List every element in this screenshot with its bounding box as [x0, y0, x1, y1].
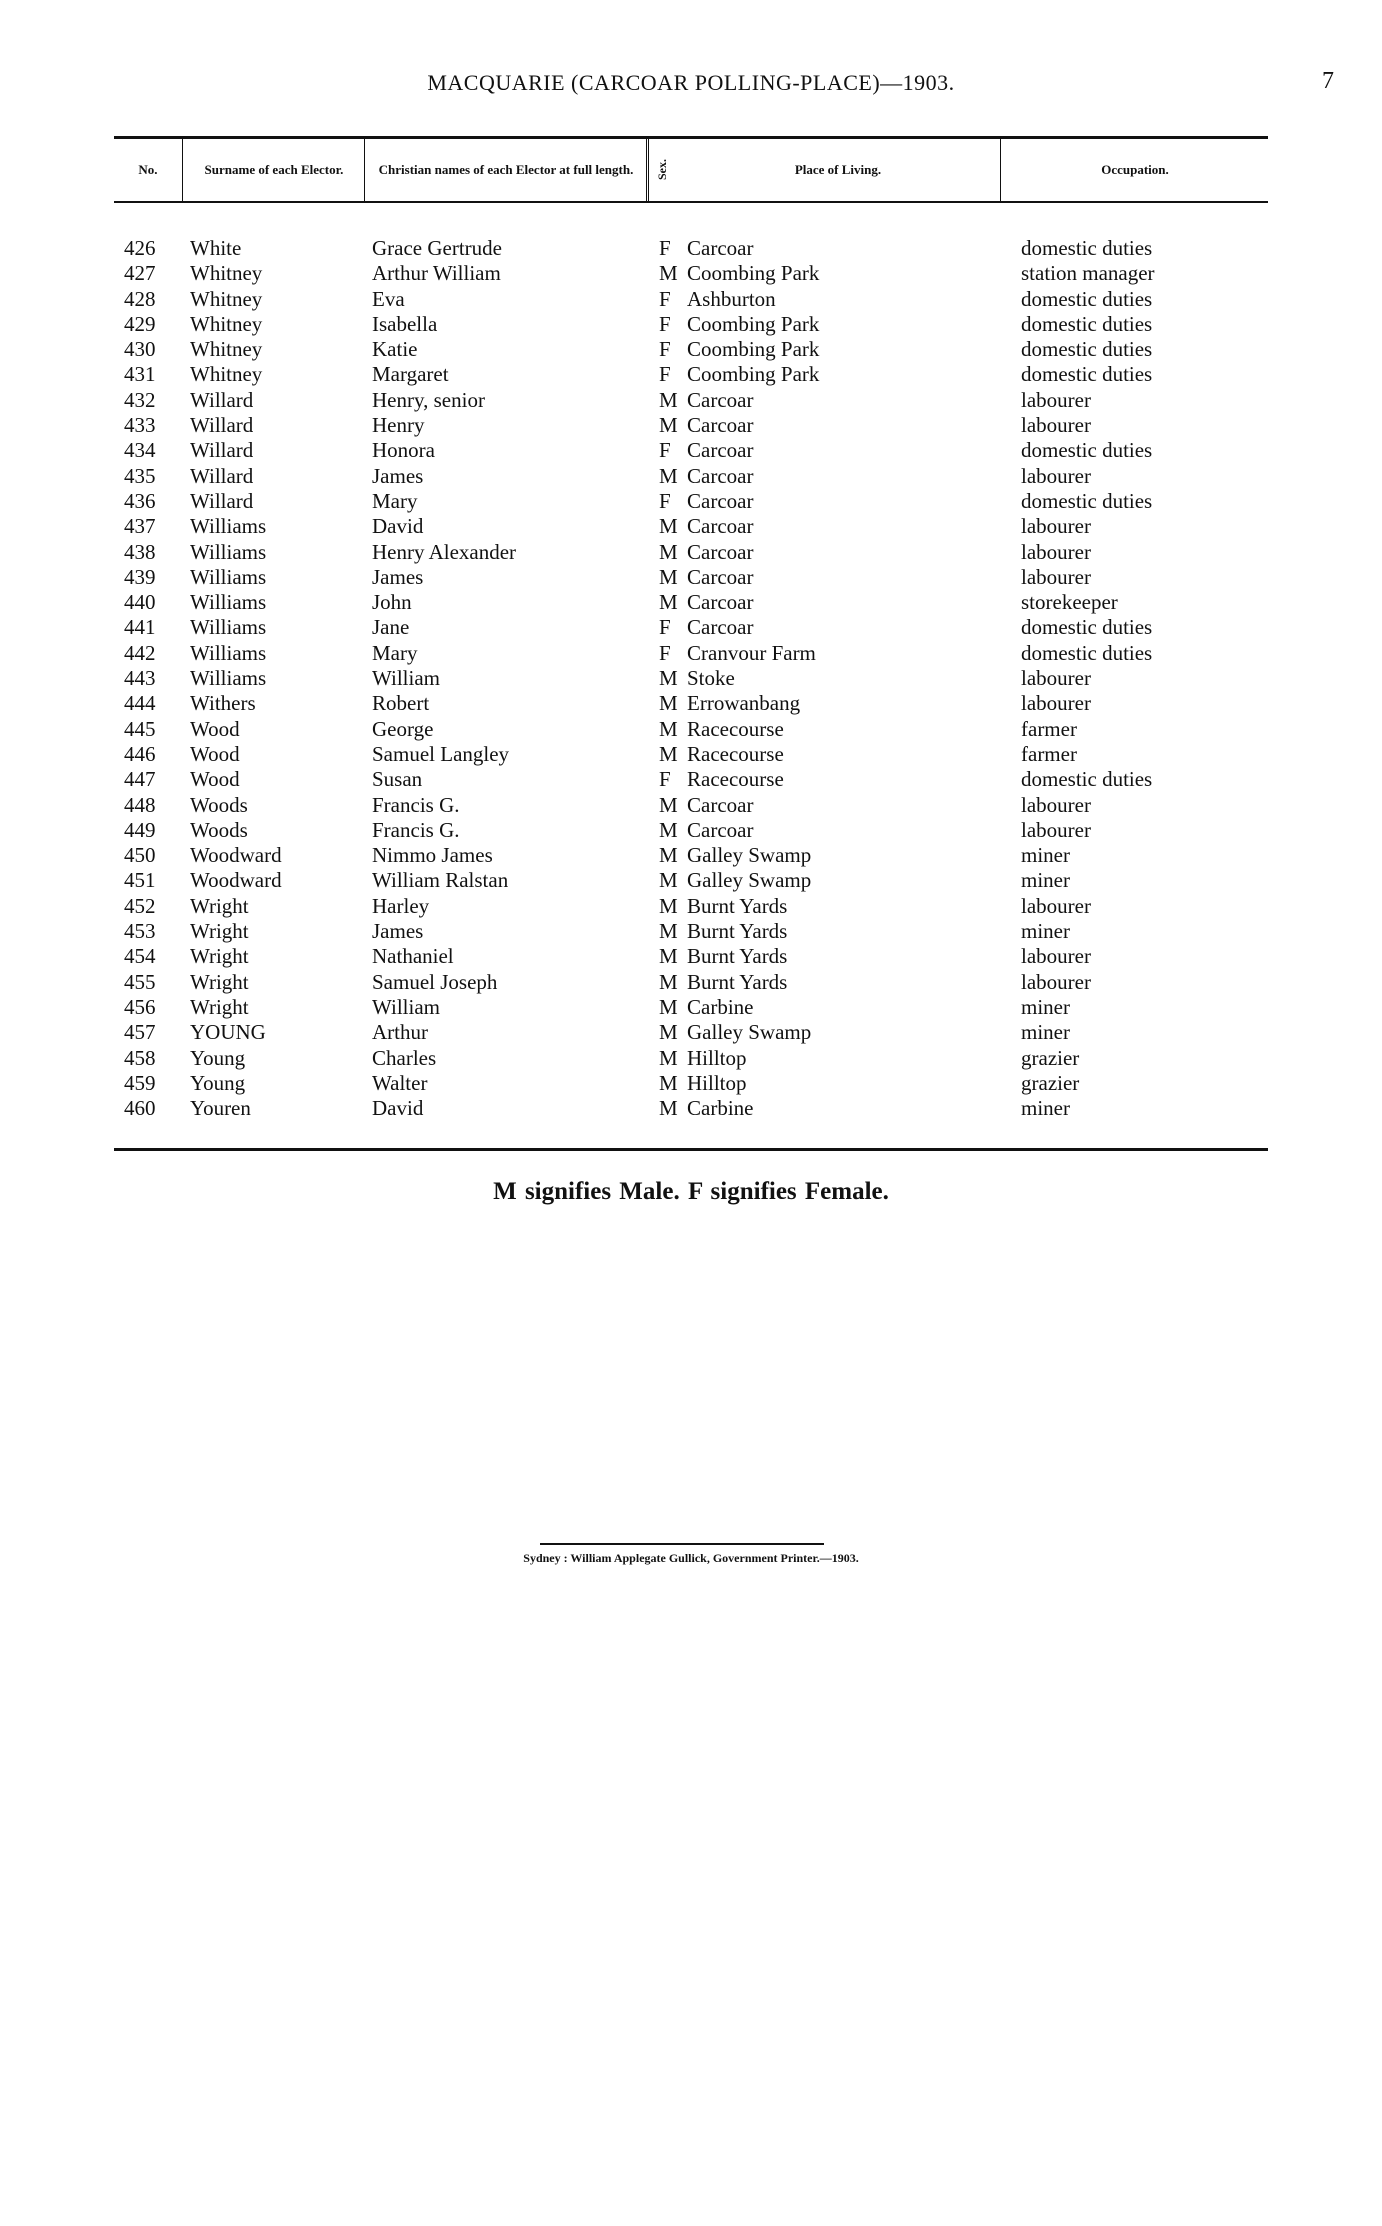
column-header-place: Place of Living.: [676, 139, 1001, 201]
elector-surname: Williams: [190, 590, 267, 615]
table-row: [0, 464, 1382, 489]
elector-occupation: miner: [1021, 868, 1070, 893]
elector-place: Carcoar: [687, 413, 754, 438]
table-header: [114, 136, 1268, 203]
table-row: [0, 565, 1382, 590]
column-header-occupation: Occupation.: [1101, 162, 1169, 177]
elector-christian-names: Robert: [372, 691, 430, 716]
elector-occupation: labourer: [1021, 413, 1091, 438]
elector-surname: Whitney: [190, 311, 263, 336]
elector-occupation: labourer: [1021, 387, 1091, 412]
elector-number: 459: [124, 1070, 156, 1095]
elector-place: Coombing Park: [687, 261, 820, 286]
elector-number: 451: [124, 868, 156, 893]
elector-christian-names: James: [372, 564, 424, 589]
elector-sex: F: [659, 488, 671, 513]
elector-occupation: labourer: [1021, 539, 1091, 564]
elector-number: 442: [124, 640, 156, 665]
table-row: [0, 691, 1382, 716]
elector-surname: White: [190, 236, 242, 260]
elector-number: 445: [124, 716, 156, 741]
elector-place: Carcoar: [687, 539, 754, 564]
elector-sex: M: [659, 817, 678, 842]
elector-occupation: station manager: [1021, 261, 1155, 286]
elector-surname: Wright: [190, 919, 249, 944]
elector-sex: M: [659, 413, 678, 438]
table-row: [0, 438, 1382, 463]
elector-number: 458: [124, 1045, 156, 1070]
elector-number: 443: [124, 666, 156, 691]
elector-number: 439: [124, 564, 156, 589]
elector-surname: Williams: [190, 539, 267, 564]
elector-number: 429: [124, 311, 156, 336]
elector-occupation: grazier: [1021, 1070, 1080, 1095]
elector-occupation: farmer: [1021, 741, 1077, 766]
elector-place: Coombing Park: [687, 362, 820, 387]
elector-occupation: labourer: [1021, 564, 1091, 589]
elector-surname: Willard: [190, 413, 254, 438]
table-row: [0, 590, 1382, 615]
elector-surname: Willard: [190, 463, 254, 488]
elector-number: 438: [124, 539, 156, 564]
elector-occupation: labourer: [1021, 691, 1091, 716]
elector-sex: F: [659, 615, 671, 640]
table-row: [0, 919, 1382, 944]
elector-surname: Wright: [190, 969, 249, 994]
elector-christian-names: Henry: [372, 413, 425, 438]
table-row: [0, 312, 1382, 337]
elector-occupation: labourer: [1021, 463, 1091, 488]
elector-sex: M: [659, 387, 678, 412]
elector-place: Racecourse: [687, 716, 784, 741]
table-row: [0, 970, 1382, 995]
elector-occupation: labourer: [1021, 944, 1091, 969]
table-row: [0, 261, 1382, 286]
table-row: [0, 1071, 1382, 1096]
elector-christian-names: Jane: [372, 615, 410, 640]
table-row: [0, 868, 1382, 893]
table-row: [0, 666, 1382, 691]
elector-place: Hilltop: [687, 1070, 747, 1095]
table-row: [0, 944, 1382, 969]
elector-occupation: domestic duties: [1021, 640, 1153, 665]
elector-christian-names: Nimmo James: [372, 843, 493, 868]
page-number: 7: [1322, 68, 1334, 94]
table-row: [0, 236, 1382, 261]
elector-place: Burnt Yards: [687, 969, 788, 994]
elector-place: Galley Swamp: [687, 843, 812, 868]
elector-christian-names: Grace Gertrude: [372, 236, 502, 260]
elector-number: 428: [124, 286, 156, 311]
elector-table-body: [0, 236, 1382, 1121]
elector-sex: F: [659, 640, 671, 665]
elector-sex: M: [659, 1070, 678, 1095]
table-row: [0, 894, 1382, 919]
elector-christian-names: Charles: [372, 1045, 437, 1070]
elector-place: Carbine: [687, 1096, 754, 1121]
elector-occupation: storekeeper: [1021, 590, 1118, 615]
elector-number: 434: [124, 438, 156, 463]
elector-surname: Wood: [190, 716, 240, 741]
sex-legend: M signifies Male. F signifies Female.: [493, 1178, 889, 1205]
elector-number: 440: [124, 590, 156, 615]
elector-christian-names: Isabella: [372, 311, 438, 336]
table-row: [0, 413, 1382, 438]
elector-christian-names: Harley: [372, 893, 430, 918]
elector-christian-names: Mary: [372, 640, 418, 665]
elector-sex: M: [659, 994, 678, 1019]
elector-sex: M: [659, 261, 678, 286]
printer-rule: [540, 1543, 824, 1545]
elector-number: 444: [124, 691, 156, 716]
elector-surname: Youren: [190, 1096, 251, 1121]
table-row: [0, 615, 1382, 640]
elector-christian-names: Francis G.: [372, 792, 460, 817]
elector-number: 456: [124, 994, 156, 1019]
elector-surname: Wright: [190, 994, 249, 1019]
elector-sex: M: [659, 893, 678, 918]
elector-christian-names: William: [372, 994, 440, 1019]
elector-place: Burnt Yards: [687, 893, 788, 918]
table-row: [0, 489, 1382, 514]
elector-surname: Woodward: [190, 868, 282, 893]
elector-surname: Woods: [190, 817, 248, 842]
table-row: [0, 793, 1382, 818]
elector-number: 431: [124, 362, 156, 387]
elector-place: Ashburton: [687, 286, 776, 311]
elector-christian-names: Susan: [372, 767, 423, 792]
elector-sex: F: [659, 337, 671, 362]
elector-christian-names: Mary: [372, 488, 418, 513]
elector-occupation: domestic duties: [1021, 311, 1153, 336]
elector-christian-names: Honora: [372, 438, 435, 463]
elector-surname: Williams: [190, 564, 267, 589]
elector-number: 449: [124, 817, 156, 842]
elector-sex: M: [659, 919, 678, 944]
elector-number: 426: [124, 236, 156, 260]
elector-place: Carcoar: [687, 438, 754, 463]
elector-christian-names: William: [372, 666, 440, 691]
elector-number: 441: [124, 615, 156, 640]
elector-place: Racecourse: [687, 741, 784, 766]
elector-place: Carcoar: [687, 590, 754, 615]
elector-christian-names: Eva: [372, 286, 405, 311]
elector-surname: Wright: [190, 893, 249, 918]
table-row: [0, 337, 1382, 362]
elector-christian-names: John: [372, 590, 412, 615]
elector-place: Burnt Yards: [687, 919, 788, 944]
table-row: [0, 995, 1382, 1020]
elector-surname: Willard: [190, 488, 254, 513]
printer-imprint: Sydney : William Applegate Gullick, Government Printer.—1903.: [523, 1551, 859, 1565]
page-title: MACQUARIE (CARCOAR POLLING-PLACE)—1903.: [427, 70, 955, 95]
elector-place: Coombing Park: [687, 337, 820, 362]
elector-surname: Wright: [190, 944, 249, 969]
elector-number: 454: [124, 944, 156, 969]
elector-christian-names: Henry Alexander: [372, 539, 517, 564]
elector-occupation: miner: [1021, 1096, 1070, 1121]
elector-occupation: domestic duties: [1021, 362, 1153, 387]
elector-sex: M: [659, 691, 678, 716]
elector-christian-names: Henry, senior: [372, 387, 485, 412]
elector-surname: Withers: [190, 691, 256, 716]
elector-christian-names: Katie: [372, 337, 418, 362]
elector-christian-names: James: [372, 919, 424, 944]
elector-occupation: domestic duties: [1021, 236, 1153, 260]
table-row: [0, 767, 1382, 792]
elector-place: Carcoar: [687, 792, 754, 817]
elector-occupation: farmer: [1021, 716, 1077, 741]
elector-place: Errowanbang: [687, 691, 801, 716]
elector-number: 436: [124, 488, 156, 513]
elector-number: 453: [124, 919, 156, 944]
table-row: [0, 717, 1382, 742]
elector-christian-names: Walter: [372, 1070, 428, 1095]
elector-place: Galley Swamp: [687, 868, 812, 893]
elector-occupation: labourer: [1021, 893, 1091, 918]
elector-christian-names: Francis G.: [372, 817, 460, 842]
table-row: [0, 818, 1382, 843]
elector-christian-names: Margaret: [372, 362, 449, 387]
elector-sex: M: [659, 1020, 678, 1045]
elector-sex: M: [659, 1045, 678, 1070]
elector-surname: Young: [190, 1045, 246, 1070]
elector-surname: Wood: [190, 767, 240, 792]
elector-place: Carcoar: [687, 387, 754, 412]
elector-occupation: domestic duties: [1021, 286, 1153, 311]
elector-surname: Wood: [190, 741, 240, 766]
elector-sex: M: [659, 792, 678, 817]
elector-number: 450: [124, 843, 156, 868]
elector-occupation: domestic duties: [1021, 488, 1153, 513]
elector-occupation: domestic duties: [1021, 767, 1153, 792]
elector-number: 448: [124, 792, 156, 817]
elector-sex: M: [659, 539, 678, 564]
elector-surname: Woods: [190, 792, 248, 817]
elector-place: Carcoar: [687, 463, 754, 488]
elector-sex: M: [659, 716, 678, 741]
elector-number: 457: [124, 1020, 156, 1045]
elector-number: 452: [124, 893, 156, 918]
elector-occupation: domestic duties: [1021, 438, 1153, 463]
elector-place: Carcoar: [687, 488, 754, 513]
elector-christian-names: Nathaniel: [372, 944, 454, 969]
elector-occupation: miner: [1021, 843, 1070, 868]
elector-number: 446: [124, 741, 156, 766]
elector-place: Galley Swamp: [687, 1020, 812, 1045]
elector-sex: M: [659, 843, 678, 868]
elector-occupation: miner: [1021, 919, 1070, 944]
column-header-surname: Surname of each Elector.: [184, 139, 365, 201]
table-row: [0, 287, 1382, 312]
elector-surname: Willard: [190, 438, 254, 463]
elector-number: 437: [124, 514, 156, 539]
elector-sex: F: [659, 311, 671, 336]
elector-occupation: domestic duties: [1021, 615, 1153, 640]
elector-sex: M: [659, 564, 678, 589]
elector-occupation: labourer: [1021, 792, 1091, 817]
elector-number: 430: [124, 337, 156, 362]
elector-place: Carbine: [687, 994, 754, 1019]
elector-sex: M: [659, 868, 678, 893]
elector-place: Coombing Park: [687, 311, 820, 336]
elector-christian-names: William Ralstan: [372, 868, 509, 893]
elector-surname: Whitney: [190, 261, 263, 286]
elector-christian-names: Arthur: [372, 1020, 428, 1045]
elector-number: 432: [124, 387, 156, 412]
table-row: [0, 514, 1382, 539]
table-row: [0, 540, 1382, 565]
elector-sex: F: [659, 362, 671, 387]
elector-sex: M: [659, 969, 678, 994]
elector-surname: Whitney: [190, 362, 263, 387]
elector-surname: Williams: [190, 640, 267, 665]
elector-occupation: grazier: [1021, 1045, 1080, 1070]
table-row: [0, 1096, 1382, 1121]
table-row: [0, 1020, 1382, 1045]
elector-sex: F: [659, 236, 671, 260]
elector-surname: Williams: [190, 666, 267, 691]
elector-place: Hilltop: [687, 1045, 747, 1070]
elector-place: Carcoar: [687, 236, 754, 260]
elector-occupation: labourer: [1021, 666, 1091, 691]
elector-surname: Woodward: [190, 843, 282, 868]
elector-surname: Williams: [190, 514, 267, 539]
column-header-no: No.: [114, 139, 183, 201]
elector-surname: Willard: [190, 387, 254, 412]
elector-occupation: labourer: [1021, 817, 1091, 842]
elector-place: Stoke: [687, 666, 735, 691]
elector-sex: M: [659, 463, 678, 488]
elector-number: 435: [124, 463, 156, 488]
elector-christian-names: Samuel Joseph: [372, 969, 498, 994]
table-row: [0, 1046, 1382, 1071]
elector-christian-names: David: [372, 1096, 424, 1121]
table-bottom-rule: [114, 1148, 1268, 1151]
elector-place: Cranvour Farm: [687, 640, 816, 665]
elector-surname: Williams: [190, 615, 267, 640]
elector-place: Carcoar: [687, 564, 754, 589]
elector-sex: M: [659, 590, 678, 615]
elector-number: 460: [124, 1096, 156, 1121]
elector-place: Carcoar: [687, 514, 754, 539]
table-row: [0, 362, 1382, 387]
elector-occupation: miner: [1021, 1020, 1070, 1045]
elector-christian-names: David: [372, 514, 424, 539]
elector-occupation: domestic duties: [1021, 337, 1153, 362]
elector-place: Carcoar: [687, 615, 754, 640]
elector-surname: Young: [190, 1070, 246, 1095]
elector-occupation: miner: [1021, 994, 1070, 1019]
table-row: [0, 641, 1382, 666]
elector-sex: M: [659, 1096, 678, 1121]
elector-occupation: labourer: [1021, 969, 1091, 994]
table-row: [0, 742, 1382, 767]
elector-sex: M: [659, 944, 678, 969]
elector-surname: Whitney: [190, 337, 263, 362]
elector-christian-names: Samuel Langley: [372, 741, 510, 766]
elector-number: 427: [124, 261, 156, 286]
table-row: [0, 843, 1382, 868]
elector-place: Burnt Yards: [687, 944, 788, 969]
elector-place: Racecourse: [687, 767, 784, 792]
elector-sex: M: [659, 514, 678, 539]
elector-sex: F: [659, 767, 671, 792]
elector-place: Carcoar: [687, 817, 754, 842]
elector-occupation: labourer: [1021, 514, 1091, 539]
elector-sex: F: [659, 286, 671, 311]
elector-christian-names: James: [372, 463, 424, 488]
elector-sex: M: [659, 666, 678, 691]
elector-number: 455: [124, 969, 156, 994]
elector-christian-names: Arthur William: [372, 261, 501, 286]
elector-surname: YOUNG: [190, 1020, 266, 1045]
column-header-christian-names: Christian names of each Elector at full length.: [366, 139, 647, 201]
elector-christian-names: George: [372, 716, 434, 741]
elector-sex: M: [659, 741, 678, 766]
elector-number: 447: [124, 767, 156, 792]
column-header-sex: Sex.: [648, 139, 675, 201]
elector-surname: Whitney: [190, 286, 263, 311]
table-row: [0, 388, 1382, 413]
elector-sex: F: [659, 438, 671, 463]
elector-number: 433: [124, 413, 156, 438]
